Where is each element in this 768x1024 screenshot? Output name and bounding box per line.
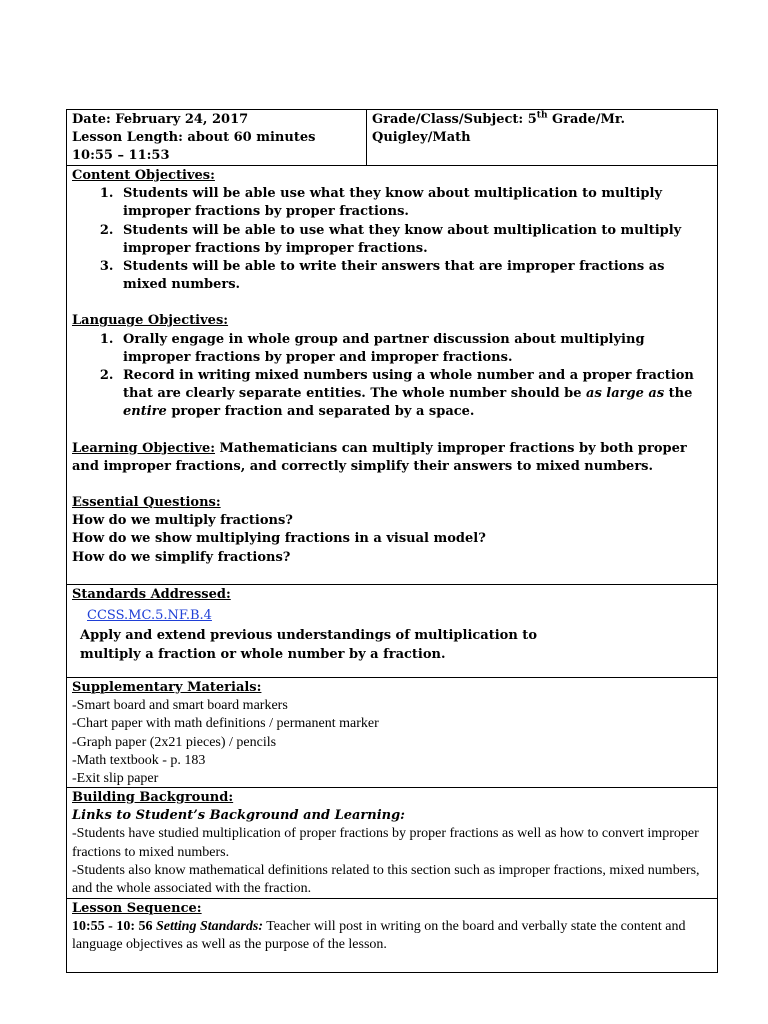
background-cell — [67, 788, 718, 898]
materials-row — [67, 678, 718, 788]
lesson-length-text: Lesson Length: about 60 minutes — [72, 130, 316, 146]
objectives-cell — [67, 166, 718, 584]
date-text: Date: February 24, 2017 — [72, 112, 249, 127]
materials-cell — [67, 678, 718, 787]
language-objective-item — [118, 367, 712, 422]
sequence-entry — [72, 918, 712, 954]
material-item: -Smart board and smart board markers — [72, 698, 288, 714]
lesson-plan-table — [66, 109, 718, 973]
learning-objective-text: Mathematicians can multiply improper fractions by both proper and improper fractions, and correctly simplify their answers to mixed numbers. — [72, 440, 687, 474]
essential-question: How do we multiply fractions? — [72, 513, 293, 529]
grade-line — [372, 111, 712, 129]
sequence-text: Teacher will post in writing on the board and verbally state the content and language objectives as well as the purpose of the lesson. — [72, 919, 686, 953]
sequence-label: Setting Standards: — [156, 919, 263, 935]
sequence-time: 10:55 - 10: 56 — [72, 919, 156, 935]
content-objective-item: 1. Students will be able use what they know about multiplication to multiply improper fractions by proper fractions. — [118, 185, 712, 221]
header-row — [67, 110, 718, 166]
language-objective-text: proper fraction and separated by a space. — [166, 404, 475, 420]
essential-question: How do we show multiplying fractions in a visual model? — [72, 531, 486, 547]
content-objective-item: 2. Students will be able to use what they know about multiplication to multiply improper fractions by improper fractions. — [118, 222, 712, 258]
standards-text: Apply and extend previous understandings of multiplication to multiply a fraction or whole number by a fraction. — [80, 628, 537, 662]
language-objective-text: Record in writing mixed numbers using a whole number and a proper fraction that are clearly separate entities. The whole number should be — [123, 368, 694, 402]
material-item: -Chart paper with math definitions / permanent marker — [72, 716, 379, 732]
background-paragraph: -Students also know mathematical definitions related to this section such as improper fractions, mixed numbers, and the whole associated with the fraction. — [72, 862, 700, 897]
standards-heading: Standards Addressed: — [72, 587, 231, 602]
content-objective-item: 3. Students will be able to write their answers that are improper fractions as mixed numbers. — [118, 258, 712, 294]
header-left-cell — [67, 110, 367, 165]
background-subheading: Links to Student’s Background and Learning: — [72, 808, 405, 824]
material-item: -Math textbook - p. 183 — [72, 752, 206, 768]
grade-prefix: Grade/Class/Subject: 5 — [372, 112, 537, 127]
header-right-cell — [367, 110, 718, 165]
standards-row — [67, 585, 718, 678]
content-objectives-heading: Content Objectives: — [72, 168, 215, 183]
time-text: 10:55 – 11:53 — [72, 148, 170, 164]
background-heading: Building Background: — [72, 790, 234, 805]
language-objective-text: the — [664, 386, 693, 402]
standards-link-line — [72, 607, 712, 625]
language-objectives-heading: Language Objectives: — [72, 313, 229, 329]
background-paragraph: -Students have studied multiplication of proper fractions by proper fractions as well as how to convert improper fractions to mixed numbers. — [72, 826, 699, 860]
sequence-heading: Lesson Sequence: — [72, 901, 202, 916]
background-row — [67, 788, 718, 899]
material-item: -Graph paper (2x21 pieces) / pencils — [72, 734, 277, 750]
essential-questions-heading: Essential Questions: — [72, 495, 221, 511]
learning-objective — [72, 440, 712, 476]
objectives-row — [67, 166, 718, 585]
grade-sup: th — [536, 110, 548, 121]
language-objectives-list — [72, 331, 712, 422]
standard-link[interactable]: CCSS.MC.5.NF.B.4 — [87, 608, 212, 624]
sequence-cell — [67, 899, 718, 972]
material-item: -Exit slip paper — [72, 771, 159, 787]
emphasis-text: entire — [123, 404, 167, 420]
grade-suffix: Grade/Mr. — [547, 112, 626, 127]
content-objectives-list — [72, 185, 712, 294]
standards-cell — [67, 585, 718, 677]
sequence-row — [67, 899, 718, 973]
emphasis-text: as large as — [586, 386, 665, 402]
learning-objective-heading: Learning Objective: — [72, 440, 216, 456]
language-objective-item: 1. Orally engage in whole group and partner discussion about multiplying improper fractions by proper and improper fractions. — [118, 331, 712, 367]
materials-heading: Supplementary Materials: — [72, 680, 262, 695]
grade-line-2: Quigley/Math — [372, 130, 471, 146]
essential-question: How do we simplify fractions? — [72, 549, 291, 565]
